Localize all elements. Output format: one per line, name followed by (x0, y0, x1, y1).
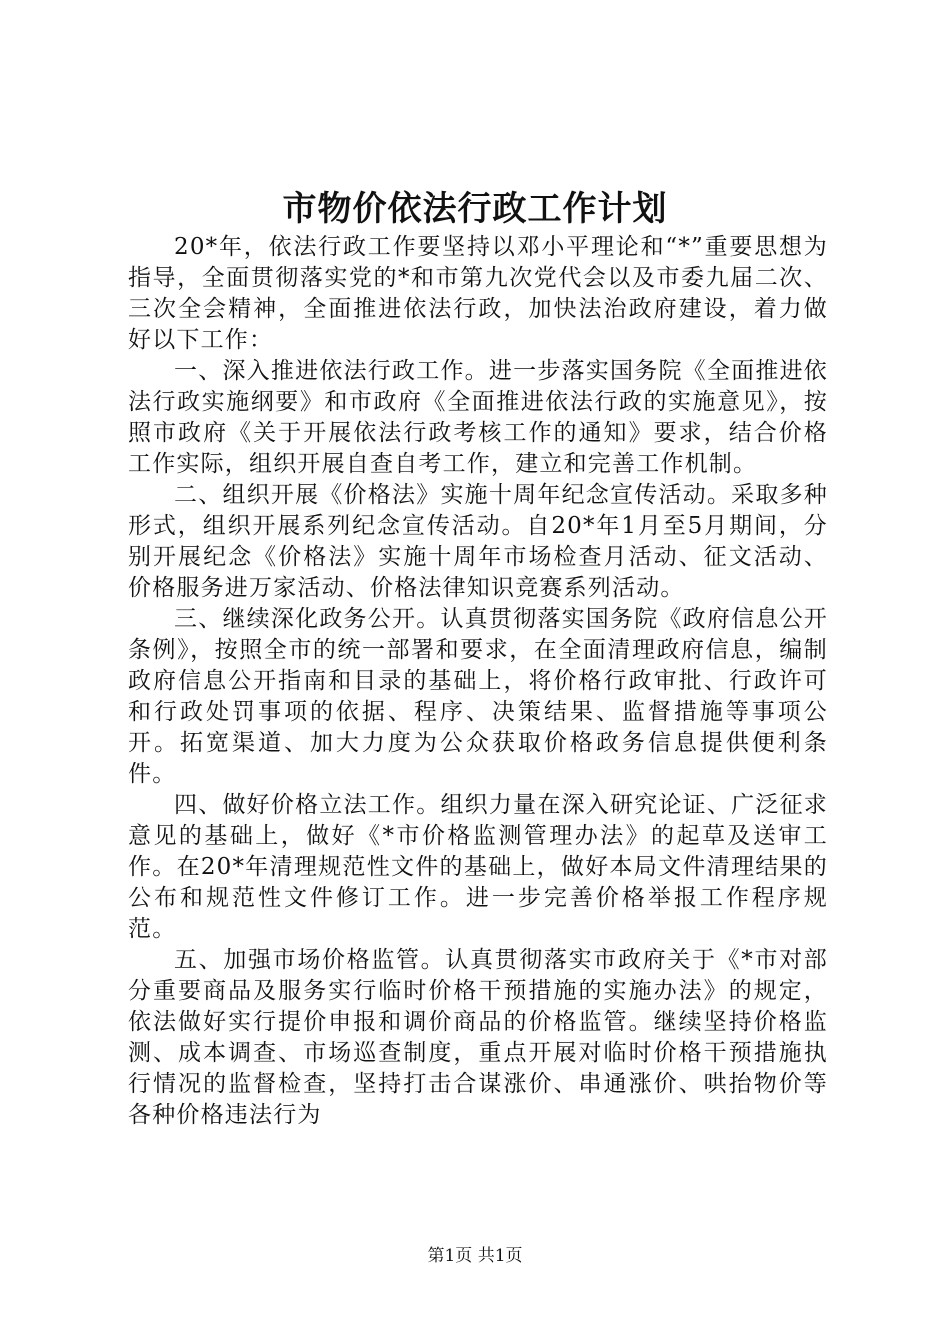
document-title: 市物价依法行政工作计划 (282, 189, 668, 229)
paragraph-section-4: 四、做好价格立法工作。组织力量在深入研究论证、广泛征求意见的基础上，做好《*市价格监测管理办法》的起草及送审工作。在20*年清理规范性文件的基础上，做好本局文件清理结果的公布和规范性文件修订工作。进一步完善价格举报工作程序规范。 (128, 792, 828, 942)
paragraph-section-2: 二、组织开展《价格法》实施十周年纪念宣传活动。采取多种形式，组织开展系列纪念宣传活动。自20*年1月至5月期间，分别开展纪念《价格法》实施十周年市场检查月活动、征文活动、价格服务进万家活动、价格法律知识竞赛系列活动。 (128, 482, 828, 601)
document-body (128, 232, 828, 1131)
paragraph-section-1: 一、深入推进依法行政工作。进一步落实国务院《全面推进依法行政实施纲要》和市政府《全面推进依法行政的实施意见》，按照市政府《关于开展依法行政考核工作的通知》要求，结合价格工作实际，组织开展自查自考工作，建立和完善工作机制。 (128, 358, 828, 477)
paragraph-intro: 20*年，依法行政工作要坚持以邓小平理论和“*”重要思想为指导，全面贯彻落实党的*和市第九次党代会以及市委九届二次、三次全会精神，全面推进依法行政，加快法治政府建设，着力做好以下工作： (128, 234, 828, 353)
paragraph-section-5: 五、加强市场价格监管。认真贯彻落实市政府关于《*市对部分重要商品及服务实行临时价格干预措施的实施办法》的规定，依法做好实行提价申报和调价商品的价格监管。继续坚持价格监测、成本调查、市场巡查制度，重点开展对临时价格干预措施执行情况的监督检查，坚持打击合谋涨价、串通涨价、哄抬物价等各种价格违法行为 (128, 947, 828, 1128)
page-footer: 第1页 共1页 (427, 1246, 523, 1266)
paragraph-section-3: 三、继续深化政务公开。认真贯彻落实国务院《政府信息公开条例》，按照全市的统一部署和要求，在全面清理政府信息，编制政府信息公开指南和目录的基础上，将价格行政审批、行政许可和行政处罚事项的依据、程序、决策结果、监督措施等事项公开。拓宽渠道、加大力度为公众获取价格政务信息提供便利条件。 (128, 606, 828, 787)
